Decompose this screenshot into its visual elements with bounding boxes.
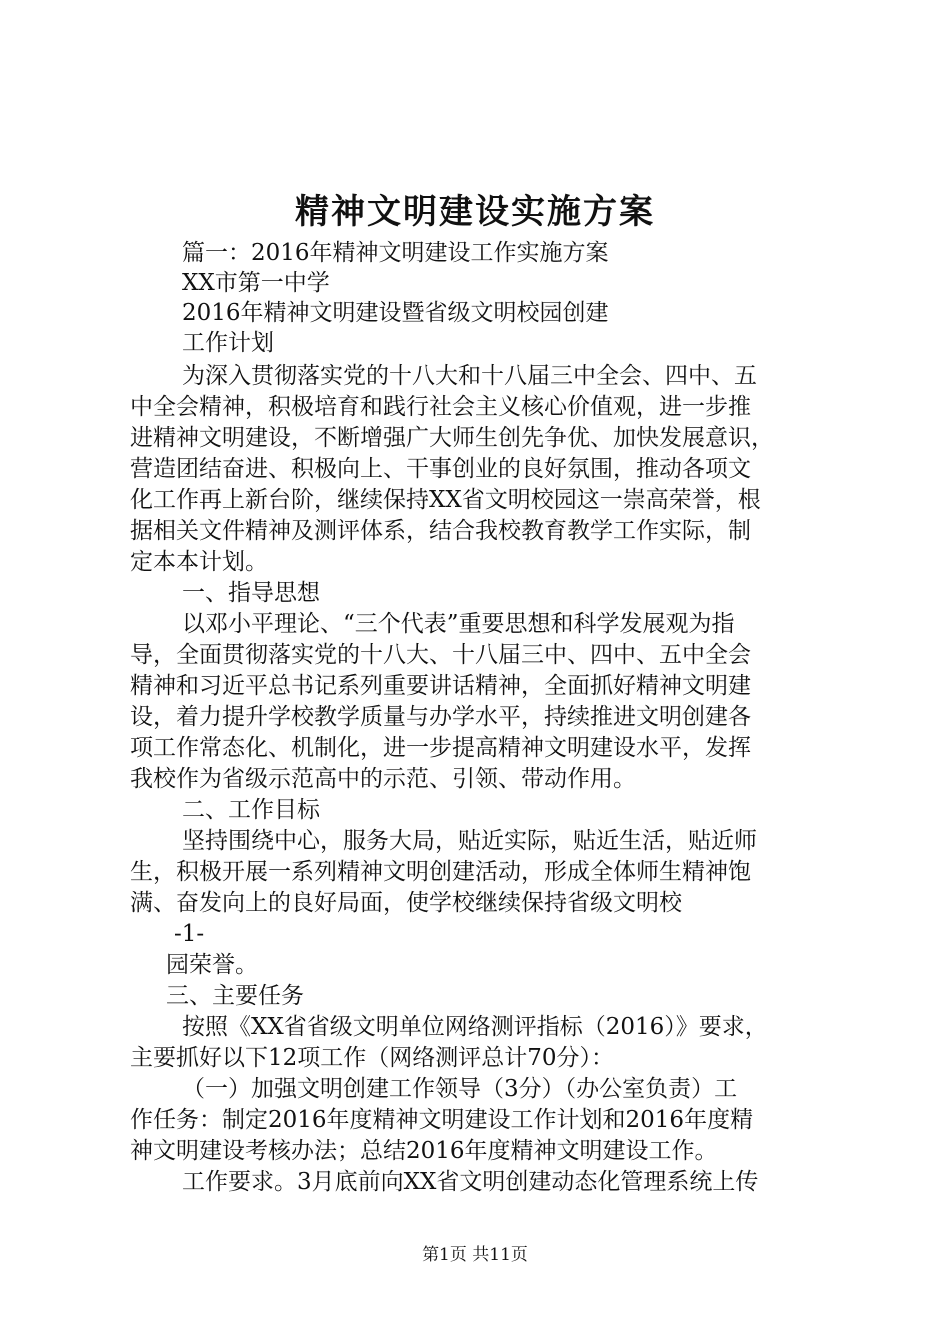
page-marker: -1- xyxy=(174,921,205,947)
section-heading: 三、主要任务 xyxy=(166,983,304,1009)
paragraph-line: 工作要求。3月底前向XX省文明创建动态化管理系统上传 xyxy=(182,1169,759,1195)
plan-title-line: 工作计划 xyxy=(182,330,274,356)
paragraph-line: 设，着力提升学校教学质量与办学水平，持续推进文明创建各 xyxy=(130,704,751,730)
paragraph-line: 营造团结奋进、积极向上、干事创业的良好氛围，推动各项文 xyxy=(130,456,751,482)
paragraph-line: 坚持围绕中心，服务大局，贴近实际，贴近生活，贴近师 xyxy=(182,828,757,854)
paragraph-line: 据相关文件精神及测评体系，结合我校教育教学工作实际，制 xyxy=(130,518,751,544)
paragraph-line: 进精神文明建设，不断增强广大师生创先争优、加快发展意识， xyxy=(130,425,774,451)
paragraph-line: 项工作常态化、机制化，进一步提高精神文明建设水平，发挥 xyxy=(130,735,751,761)
paragraph-line: 以邓小平理论、“三个代表”重要思想和科学发展观为指 xyxy=(182,611,735,637)
section-heading: 一、指导思想 xyxy=(182,580,320,606)
plan-title-line: 2016年精神文明建设暨省级文明校园创建 xyxy=(182,300,609,326)
document-title: 精神文明建设实施方案 xyxy=(295,192,655,232)
paragraph-line: 导，全面贯彻落实党的十八大、十八届三中、四中、五中全会 xyxy=(130,642,751,668)
page-footer: 第1页 共11页 xyxy=(422,1245,528,1265)
school-name: XX市第一中学 xyxy=(182,270,330,296)
paragraph-line: 作任务：制定2016年度精神文明建设工作计划和2016年度精 xyxy=(130,1107,754,1133)
paragraph-line: 生，积极开展一系列精神文明创建活动，形成全体师生精神饱 xyxy=(130,859,751,885)
paragraph-line: （一）加强文明创建工作领导（3分）（办公室负责）工 xyxy=(182,1076,738,1102)
paragraph-line: 为深入贯彻落实党的十八大和十八届三中全会、四中、五 xyxy=(182,363,757,389)
section-heading: 二、工作目标 xyxy=(182,797,320,823)
paragraph-line: 中全会精神，积极培育和践行社会主义核心价值观，进一步推 xyxy=(130,394,751,420)
paragraph-line: 化工作再上新台阶，继续保持XX省文明校园这一崇高荣誉，根 xyxy=(130,487,761,513)
paragraph-line: 精神和习近平总书记系列重要讲话精神，全面抓好精神文明建 xyxy=(130,673,751,699)
paragraph-line: 按照《XX省省级文明单位网络测评指标（2016）》要求， xyxy=(182,1014,768,1040)
section-heading: 篇一：2016年精神文明建设工作实施方案 xyxy=(182,240,609,266)
paragraph-line: 我校作为省级示范高中的示范、引领、带动作用。 xyxy=(130,766,636,792)
paragraph-line: 园荣誉。 xyxy=(166,952,258,978)
paragraph-line: 主要抓好以下12项工作（网络测评总计70分）： xyxy=(130,1045,615,1071)
paragraph-line: 定本本计划。 xyxy=(130,549,268,575)
paragraph-line: 满、奋发向上的良好局面，使学校继续保持省级文明校 xyxy=(130,890,682,916)
paragraph-line: 神文明建设考核办法；总结2016年度精神文明建设工作。 xyxy=(130,1138,718,1164)
